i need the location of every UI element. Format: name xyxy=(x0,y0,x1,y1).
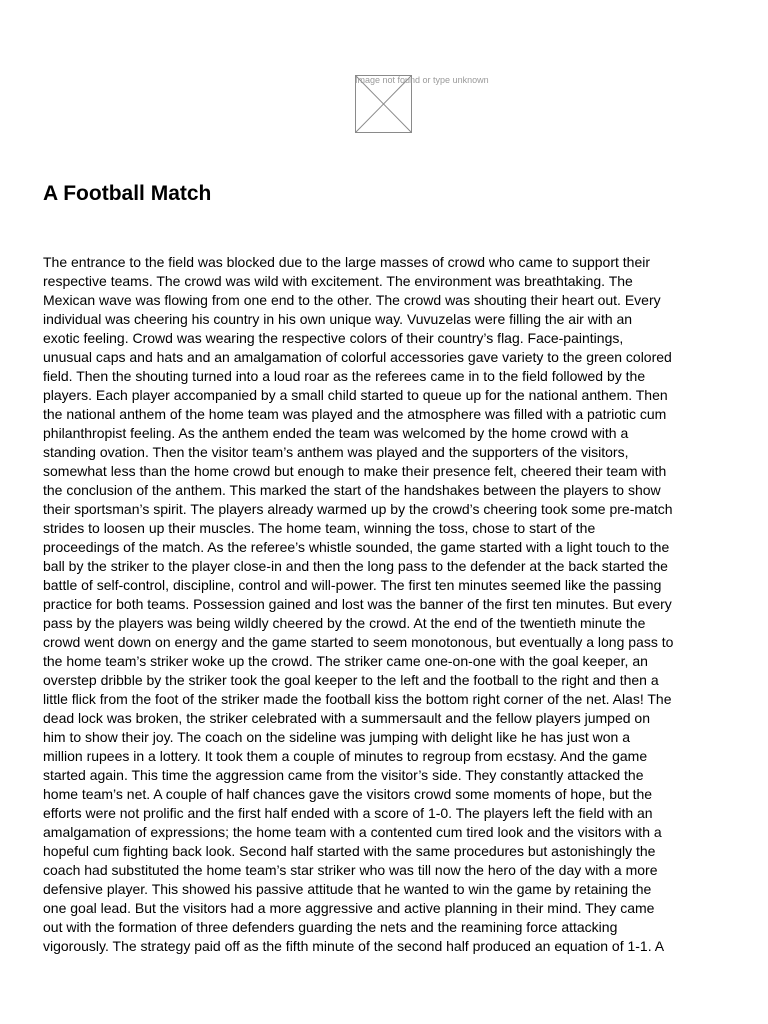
paragraph-line: players. Each player accompanied by a small child started to queue up for the national anthem. Then xyxy=(43,387,668,403)
paragraph-line: strides to loosen up their muscles. The home team, winning the toss, chose to start of the xyxy=(43,520,596,536)
paragraph-line: defensive player. This showed his passive attitude that he wanted to win the game by retaining the xyxy=(43,881,652,897)
essay-paragraph xyxy=(43,253,733,956)
paragraph-line: hopeful cum fighting back look. Second half started with the same procedures but astonishingly the xyxy=(43,843,656,859)
paragraph-line: out with the formation of three defenders guarding the nets and the reamining force attacking xyxy=(43,919,618,935)
paragraph-line: pass by the players was being wildly cheered by the crowd. At the end of the twentieth minute the xyxy=(43,615,646,631)
paragraph-line: exotic feeling. Crowd was wearing the respective colors of their country’s flag. Face-paintings, xyxy=(43,330,624,346)
paragraph-line: their sportsman’s spirit. The players already warmed up by the crowd’s cheering took some pre-match xyxy=(43,501,673,517)
paragraph-line: the national anthem of the home team was played and the atmosphere was filled with a patriotic cum xyxy=(43,406,667,422)
paragraph-line: somewhat less than the home crowd but enough to make their presence felt, cheered their team with xyxy=(43,463,667,479)
paragraph-line: amalgamation of expressions; the home team with a contented cum tired look and the visitors with a xyxy=(43,824,662,840)
paragraph-line: standing ovation. Then the visitor team’s anthem was played and the supporters of the visitors, xyxy=(43,444,629,460)
paragraph-line: overstep dribble by the striker took the goal keeper to the left and the football to the right and then a xyxy=(43,672,659,688)
document-title: A Football Match xyxy=(43,182,212,205)
paragraph-line: unusual caps and hats and an amalgamation of colorful accessories gave variety to the green colored xyxy=(43,349,672,365)
paragraph-line: started again. This time the aggression came from the visitor’s side. They constantly attacked the xyxy=(43,767,644,783)
paragraph-line: individual was cheering his country in his own unique way. Vuvuzelas were filling the air with an xyxy=(43,311,633,327)
paragraph-line: dead lock was broken, the striker celebrated with a summersault and the fellow players jumped on xyxy=(43,710,650,726)
paragraph-line: The entrance to the field was blocked due to the large masses of crowd who came to support their xyxy=(43,254,650,270)
paragraph-line: ball by the striker to the player close-in and then the long pass to the defender at the back started the xyxy=(43,558,668,574)
broken-image-text: Image not found or type unknown xyxy=(355,75,489,85)
paragraph-line: the home team’s striker woke up the crowd. The striker came one-on-one with the goal keeper, an xyxy=(43,653,648,669)
paragraph-line: home team’s net. A couple of half chances gave the visitors crowd some moments of hope, but the xyxy=(43,786,653,802)
paragraph-line: philanthropist feeling. As the anthem ended the team was welcomed by the home crowd with a xyxy=(43,425,629,441)
paragraph-line: respective teams. The crowd was wild with excitement. The environment was breathtaking. The xyxy=(43,273,633,289)
paragraph-line: little flick from the foot of the striker made the football kiss the bottom right corner of the net. Alas! The xyxy=(43,691,672,707)
paragraph-line: battle of self-control, discipline, control and will-power. The first ten minutes seemed like the passing xyxy=(43,577,662,593)
paragraph-line: the conclusion of the anthem. This marked the start of the handshakes between the players to show xyxy=(43,482,661,498)
paragraph-line: million rupees in a lottery. It took them a couple of minutes to regroup from ecstasy. And the game xyxy=(43,748,648,764)
paragraph-line: crowd went down on energy and the game started to seem monotonous, but eventually a long pass to xyxy=(43,634,674,650)
paragraph-line: coach had substituted the home team’s star striker who was till now the hero of the day with a more xyxy=(43,862,658,878)
paragraph-line: efforts were not prolific and the first half ended with a score of 1-0. The players left the field with an xyxy=(43,805,653,821)
paragraph-line: field. Then the shouting turned into a loud roar as the referees came in to the field followed by the xyxy=(43,368,646,384)
broken-image-placeholder xyxy=(355,75,489,133)
paragraph-line: Mexican wave was flowing from one end to the other. The crowd was shouting their heart out. Every xyxy=(43,292,661,308)
paragraph-line: one goal lead. But the visitors had a more aggressive and active planning in their mind. They came xyxy=(43,900,655,916)
paragraph-line: him to show their joy. The coach on the sideline was jumping with delight like he has just won a xyxy=(43,729,631,745)
paragraph-line: vigorously. The strategy paid off as the fifth minute of the second half produced an equation of 1-1. A xyxy=(43,938,665,954)
paragraph-line: practice for both teams. Possession gained and lost was the banner of the first ten minutes. But every xyxy=(43,596,672,612)
paragraph-line: proceedings of the match. As the referee’s whistle sounded, the game started with a light touch to the xyxy=(43,539,670,555)
